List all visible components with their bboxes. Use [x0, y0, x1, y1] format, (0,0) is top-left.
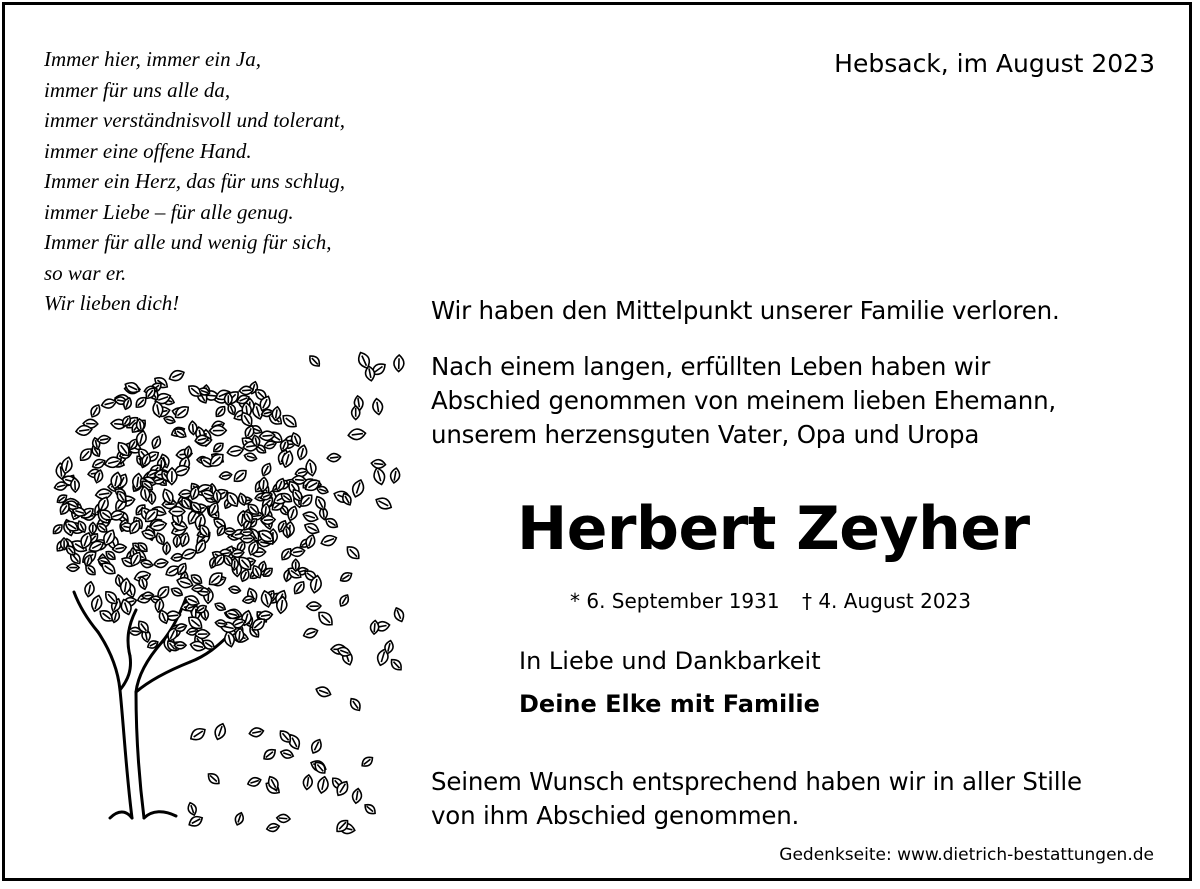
poem-line: Wir lieben dich!: [44, 291, 180, 315]
paragraph-line: Nach einem langen, erfüllten Leben haben wir: [431, 352, 991, 381]
poem-line: so war er.: [44, 260, 127, 285]
windblown-tree-icon: [40, 340, 410, 840]
poem-line: immer für uns alle da,: [44, 77, 231, 102]
poem-line: immer verständnisvoll und tolerant,: [44, 108, 345, 132]
paragraph-line: unserem herzensguten Vater, Opa und Uropa: [431, 420, 980, 449]
deceased-name: Herbert Zeyher: [517, 494, 1030, 564]
memorial-page-link[interactable]: Gedenkseite: www.dietrich-bestattungen.de: [779, 845, 1154, 865]
place-date: Hebsack, im August 2023: [834, 49, 1155, 78]
wish-line: von ihm Abschied genommen.: [431, 801, 800, 830]
closing-text: In Liebe und Dankbarkeit: [519, 647, 821, 675]
signature: Deine Elke mit Familie: [519, 690, 820, 718]
poem-line: Immer hier, immer ein Ja,: [44, 47, 261, 71]
wish-paragraph: [431, 765, 1082, 833]
intro-text: Wir haben den Mittelpunkt unserer Familie verloren.: [431, 296, 1060, 325]
poem-line: Immer für alle und wenig für sich,: [44, 230, 332, 254]
announcement-paragraph: [431, 350, 1056, 452]
poem-line: immer Liebe – für alle genug.: [44, 199, 294, 224]
wish-line: Seinem Wunsch entsprechend haben wir in aller Stille: [431, 767, 1082, 796]
paragraph-line: Abschied genommen von meinem lieben Ehemann,: [431, 386, 1056, 415]
birth-date: * 6. September 1931: [570, 589, 780, 613]
poem: [44, 44, 444, 319]
life-dates: [570, 589, 987, 613]
poem-line: Immer ein Herz, das für uns schlug,: [44, 169, 345, 193]
death-date: † 4. August 2023: [801, 589, 972, 613]
poem-line: immer eine offene Hand.: [44, 138, 252, 163]
